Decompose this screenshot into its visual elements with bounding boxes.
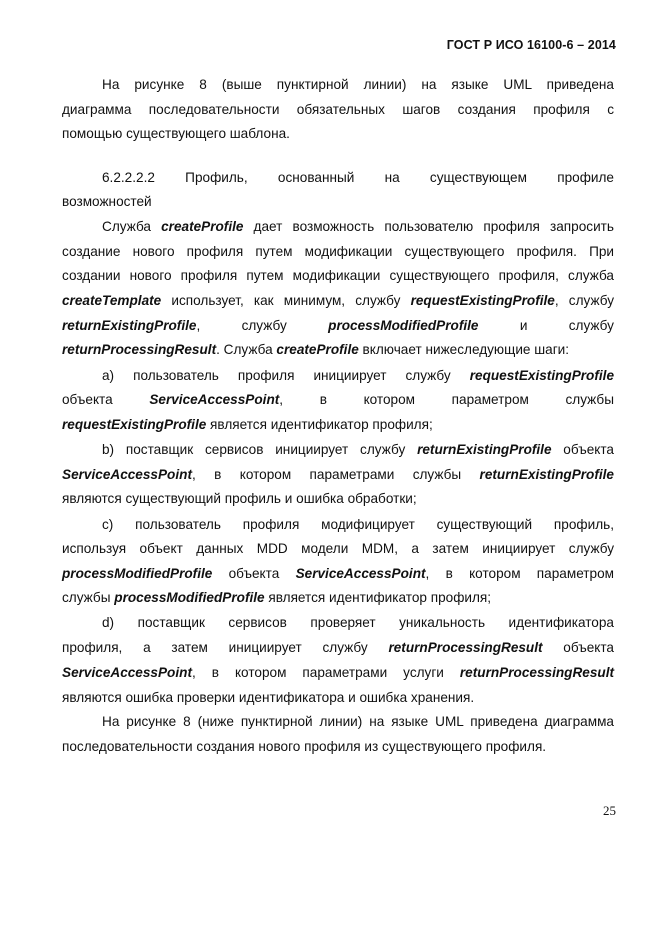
service-name: createTemplate <box>62 293 162 308</box>
section-word: основанный <box>277 170 355 185</box>
list-item-line: являются существующий профиль и ошибка обработки; <box>62 491 417 506</box>
page-number: 25 <box>603 803 616 818</box>
paragraph-line: На рисунке 8 (выше пунктирной линии) на языке UML приведена <box>102 77 614 92</box>
service-name: returnProcessingResult <box>459 665 614 680</box>
service-name: returnExistingProfile <box>479 467 614 482</box>
paragraph-line: returnProcessingResult. Служба createProfile включает нижеследующие шаги: <box>62 342 570 357</box>
list-item-line: ServiceAccessPoint, в котором параметрами услуги returnProcessingResult <box>62 665 614 680</box>
list-item-line: а) пользователь профиля инициирует службу requestExistingProfile <box>102 368 614 383</box>
list-item-line: ServiceAccessPoint, в котором параметрами службы returnExistingProfile <box>62 467 614 482</box>
list-item-line: requestExistingProfile является идентификатор профиля; <box>62 417 433 432</box>
service-name: requestExistingProfile <box>62 417 207 432</box>
paragraph-line: диаграмма последовательности обязательных шагов создания профиля с <box>62 102 614 117</box>
object-name: ServiceAccessPoint <box>62 665 192 680</box>
paragraph-line: createTemplate использует, как минимум, службу requestExistingProfile, службу <box>62 293 614 308</box>
service-name: createProfile <box>276 342 359 357</box>
list-item-line: объекта ServiceAccessPoint, в котором параметром службы <box>62 392 614 407</box>
service-name: requestExistingProfile <box>410 293 555 308</box>
service-name: returnExistingProfile <box>62 318 197 333</box>
page-header: ГОСТ Р ИСО 16100-6 – 2014 <box>446 38 616 52</box>
service-name: processModifiedProfile <box>62 566 213 581</box>
list-item-line: являются ошибка проверки идентификатора и ошибка хранения. <box>62 690 475 705</box>
service-name: returnProcessingResult <box>62 342 217 357</box>
paragraph-line: последовательности создания нового профиля из существующего профиля. <box>62 739 547 754</box>
paragraph-line: создание нового профиля путем модификации существующего профиля. При <box>62 244 614 259</box>
section-word: существующем <box>429 170 527 185</box>
service-name: requestExistingProfile <box>469 368 614 383</box>
section-word: Профиль, <box>185 170 248 185</box>
service-name: returnProcessingResult <box>388 640 543 655</box>
object-name: ServiceAccessPoint <box>149 392 280 407</box>
object-name: ServiceAccessPoint <box>295 566 426 581</box>
section-word: на <box>384 170 400 185</box>
paragraph-line: создании нового профиля путем модификации существующего профиля, служба <box>62 268 614 283</box>
section-word: профиле <box>557 170 614 185</box>
service-name: processModifiedProfile <box>328 318 479 333</box>
paragraph-line: На рисунке 8 (ниже пунктирной линии) на языке UML приведена диаграмма <box>102 714 614 729</box>
service-name: returnExistingProfile <box>417 442 552 457</box>
list-item-line: профиля, а затем инициирует службу returnProcessingResult объекта <box>62 640 614 655</box>
list-item-line: службы processModifiedProfile является идентификатор профиля; <box>62 590 492 605</box>
paragraph-line: помощью существующего шаблона. <box>62 126 290 141</box>
paragraph-line: returnExistingProfile, службу processModifiedProfile и службу <box>62 314 614 339</box>
service-name: createProfile <box>161 219 244 234</box>
list-item-line: b) поставщик сервисов инициирует службу returnExistingProfile объекта <box>102 442 614 457</box>
section-heading-cont: возможностей <box>62 194 152 209</box>
list-item-line: processModifiedProfile объекта ServiceAccessPoint, в котором параметром <box>62 566 614 581</box>
section-number: 6.2.2.2.2 <box>102 170 155 185</box>
service-name: processModifiedProfile <box>114 590 265 605</box>
list-item-line: d) поставщик сервисов проверяет уникальность идентификатора <box>102 615 614 630</box>
list-item-line: с) пользователь профиля модифицирует существующий профиль, <box>102 517 614 532</box>
list-item-line: используя объект данных MDD модели MDM, а затем инициирует службу <box>62 541 614 556</box>
object-name: ServiceAccessPoint <box>62 467 192 482</box>
section-heading <box>102 166 614 191</box>
paragraph-line: Служба createProfile дает возможность пользователю профиля запросить <box>102 219 614 234</box>
